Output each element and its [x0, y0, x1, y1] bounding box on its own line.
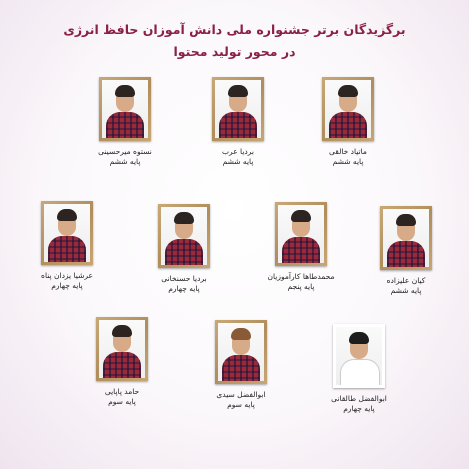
student-photo — [336, 327, 382, 385]
photo-frame — [215, 320, 267, 384]
student-photo — [278, 205, 324, 263]
student-photo — [44, 204, 90, 262]
student-name: کیان علیزاده — [386, 276, 426, 285]
photo-frame — [322, 77, 374, 141]
photo-frame — [380, 206, 432, 270]
student-grade: پایه سوم — [108, 397, 136, 406]
student-photo — [99, 320, 145, 378]
student-photo — [102, 80, 148, 138]
student-grade: پایه چهارم — [168, 284, 200, 293]
student-grade: پایه چهارم — [51, 281, 83, 290]
photo-frame — [99, 77, 151, 141]
photo-frame — [96, 317, 148, 381]
student-grade: پایه ششم — [109, 157, 141, 166]
student-name: محمدطاها کارآموزیان — [267, 272, 335, 281]
student-grade: پایه ششم — [390, 286, 422, 295]
student-photo — [218, 323, 264, 381]
student-name: ابوالفضل سیدی — [216, 390, 266, 399]
student-card — [303, 77, 393, 167]
student-card — [196, 320, 286, 410]
photo-frame — [275, 202, 327, 266]
student-grade: پایه سوم — [227, 400, 255, 409]
student-card — [139, 204, 229, 294]
student-grade: پایه ششم — [222, 157, 254, 166]
photo-frame — [333, 324, 385, 388]
student-photo — [161, 207, 207, 265]
student-photo — [215, 80, 261, 138]
page-title: برگزیدگان برتر جشنواره ملی دانش آموزان حافظ انرژی — [63, 22, 406, 37]
student-name: ابوالفضل طالقانی — [331, 394, 387, 403]
student-grade: پایه چهارم — [343, 404, 375, 413]
student-name: نستوه میرحسینی — [98, 147, 152, 156]
student-grade: پایه پنجم — [287, 282, 315, 291]
student-name: عرشیا یزدان پناه — [41, 271, 93, 280]
student-photo — [325, 80, 371, 138]
student-name: ماتیاد خالقی — [329, 147, 367, 156]
student-card — [193, 77, 283, 167]
page-subtitle: در محور تولید محتوا — [173, 44, 296, 59]
student-card — [361, 206, 451, 296]
student-card — [77, 317, 167, 407]
student-grade: پایه ششم — [332, 157, 364, 166]
photo-frame — [41, 201, 93, 265]
photo-frame — [212, 77, 264, 141]
student-name: بردیا عرب — [222, 147, 254, 156]
student-card — [256, 202, 346, 292]
student-photo — [383, 209, 429, 267]
student-card — [314, 324, 404, 414]
student-card — [22, 201, 112, 291]
student-name: بردیا حسنخانی — [161, 274, 207, 283]
photo-frame — [158, 204, 210, 268]
student-name: حامد پاپایی — [104, 387, 140, 396]
student-card — [80, 77, 170, 167]
